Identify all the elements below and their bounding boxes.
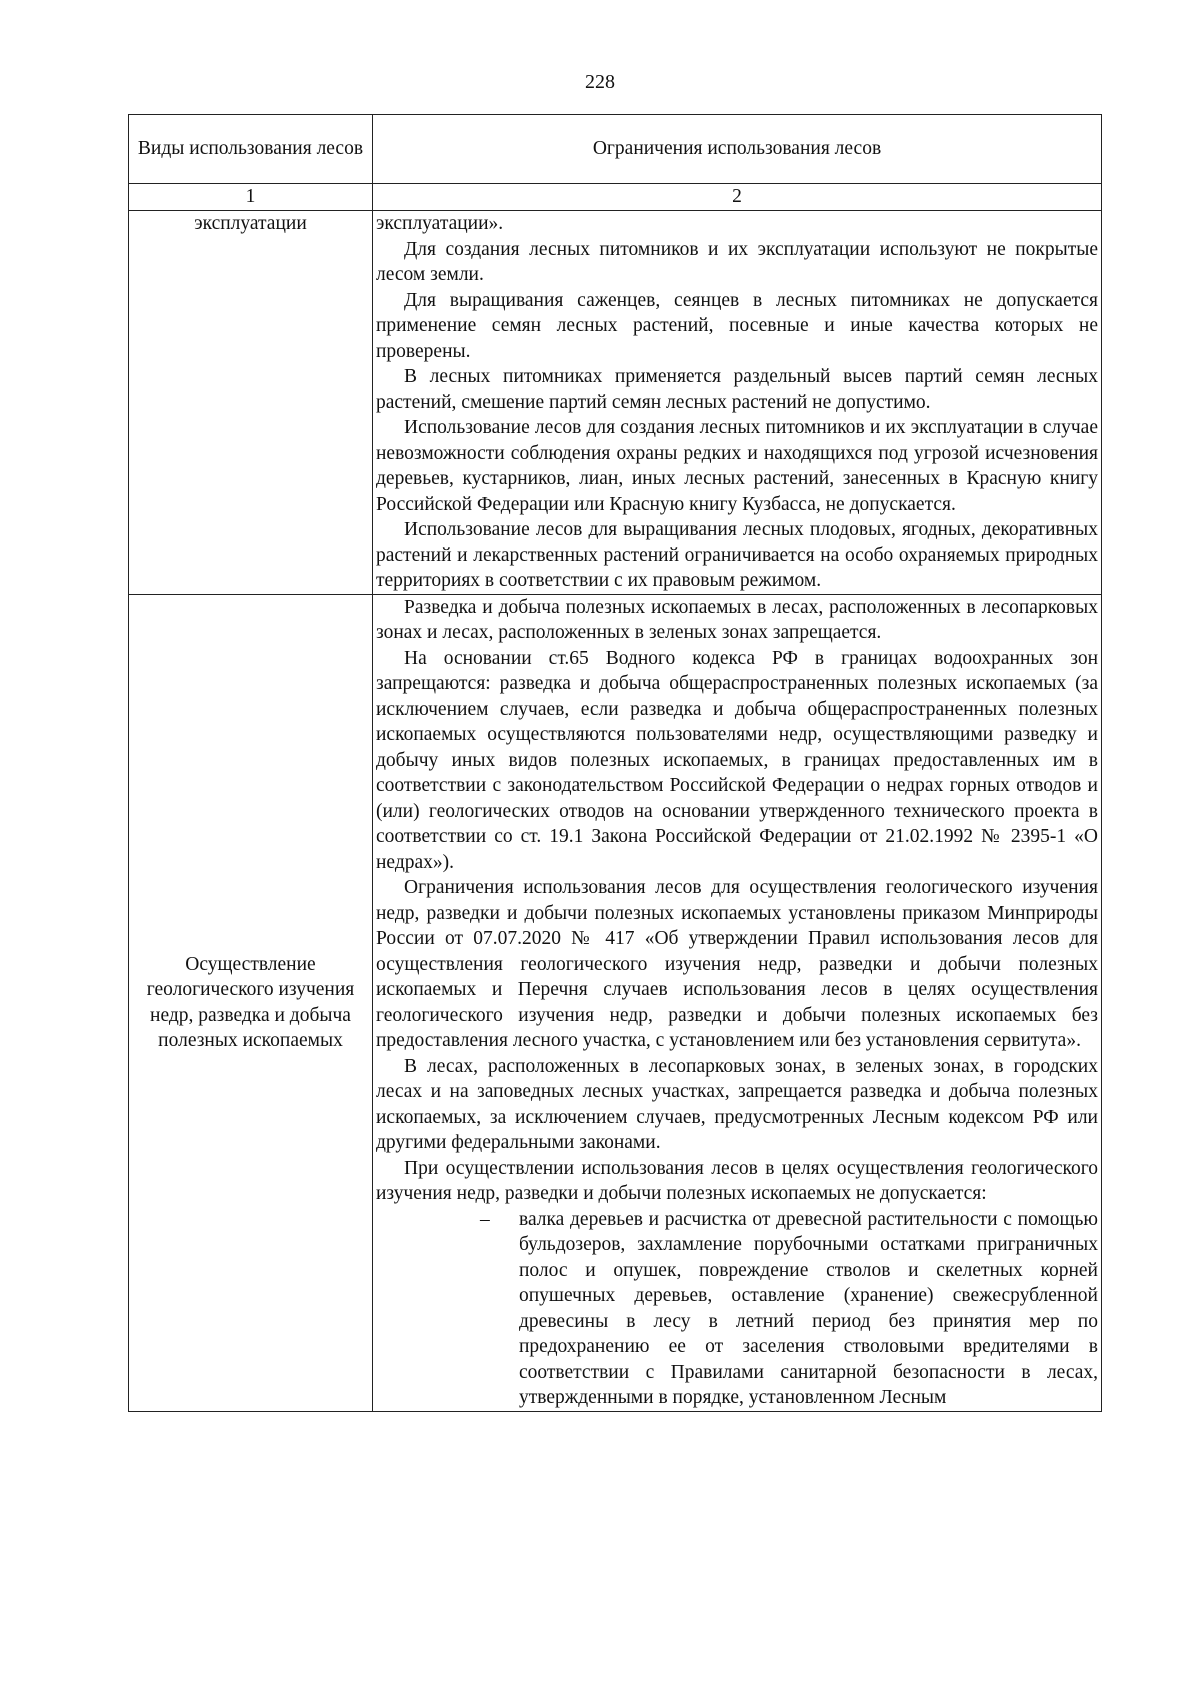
paragraph: Для создания лесных питомников и их эксплуатации используют не покрытые лесом земли. xyxy=(376,238,1098,285)
row-kind-nursery: эксплуатации xyxy=(129,211,373,595)
paragraph: Использование лесов для выращивания лесных плодовых, ягодных, декоративных растений и лекарственных растений ограничивается на особо охраняемых природных территориях в соответствии с их правовым режимом. xyxy=(376,519,1098,591)
paragraph: эксплуатации». xyxy=(376,213,504,234)
page-number: 228 xyxy=(585,71,615,93)
row-restrictions-geology xyxy=(373,594,1102,1411)
paragraph: Разведка и добыча полезных ископаемых в лесах, расположенных в лесопарковых зонах и лесах, расположенных в зеленых зонах запрещается. xyxy=(376,596,1098,643)
forest-use-table xyxy=(128,114,1102,1412)
paragraph: Для выращивания саженцев, сеянцев в лесных питомниках не допускается применение семян лесных растений, посевные и иные качества которых не проверены. xyxy=(376,289,1098,362)
paragraph: Использование лесов для создания лесных питомников и их эксплуатации в случае невозможности соблюдения охраны редких и находящихся под угрозой исчезновения деревьев, кустарников, лиан, иных лесных растений, занесенных в Красную книгу Российской Федерации или Красную книгу Кузбасса, не допускается. xyxy=(376,417,1098,515)
table-row xyxy=(129,211,1102,595)
list-item xyxy=(376,1207,1098,1411)
paragraph: При осуществлении использования лесов в целях осуществления геологического изучения недр, разведки и добычи полезных ископаемых не допускается: xyxy=(376,1157,1098,1204)
list-dash-marker: – xyxy=(480,1208,490,1230)
list-item-text: валка деревьев и расчистка от древесной растительности с помощью бульдозеров, захламление порубочными остатками приграничных полос и опушек, повреждение стволов и скелетных корней опушечных деревьев, оставление (хранение) свежесрубленной древесины в лесу в летний период без принятия мер по предохранению ее от заселения стволовыми вредителями в соответствии с Правилами санитарной безопасности в лесах, утвержденными в порядке, установленном Лесным xyxy=(519,1208,1098,1408)
table-header-row xyxy=(129,115,1102,184)
row-restrictions-nursery xyxy=(373,211,1102,595)
row-kind-geology: Осуществление геологического изучения недр, разведка и добыча полезных ископаемых xyxy=(129,594,373,1411)
table-row xyxy=(129,594,1102,1411)
paragraph: Ограничения использования лесов для осуществления геологического изучения недр, разведки и добычи полезных ископаемых установлены приказом Минприроды России от 07.07.2020 № 417 «Об утверждении Правил использования лесов для осуществления геологического изучения недр, разведки и добычи полезных ископаемых и Перечня случаев использования лесов в целях осуществления геологического изучения недр, разведки и добычи полезных ископаемых без предоставления лесного участка, с установлением или без установления сервитута». xyxy=(376,877,1098,1051)
column-number-1: 1 xyxy=(129,184,373,211)
header-col-kind: Виды использования лесов xyxy=(129,115,373,184)
column-number-2: 2 xyxy=(373,184,1102,211)
paragraph: В лесах, расположенных в лесопарковых зонах, в зеленых зонах, в городских лесах и на заповедных лесных участках, запрещается разведка и добыча полезных ископаемых, за исключением случаев, предусмотренных Лесным кодексом РФ или другими федеральными законами. xyxy=(376,1055,1098,1153)
paragraph: На основании ст.65 Водного кодекса РФ в границах водоохранных зон запрещаются: разведка и добыча общераспространенных полезных ископаемых (за исключением случаев, если разведка и добыча общераспространенных полезных ископаемых осуществляются пользователями недр, осуществляющими разведку и добычу иных видов полезных ископаемых, в границах предоставленных им в соответствии с законодательством Российской Федерации о недрах горных отводов и (или) геологических отводов на основании утвержденного технического проекта в соответствии со ст. 19.1 Закона Российской Федерации от 21.02.1992 № 2395-1 «О недрах»). xyxy=(376,647,1098,873)
column-number-row xyxy=(129,184,1102,211)
paragraph: В лесных питомниках применяется раздельный высев партий семян лесных растений, смешение партий семян лесных растений не допустимо. xyxy=(376,366,1098,413)
header-col-restrictions: Ограничения использования лесов xyxy=(373,115,1102,184)
